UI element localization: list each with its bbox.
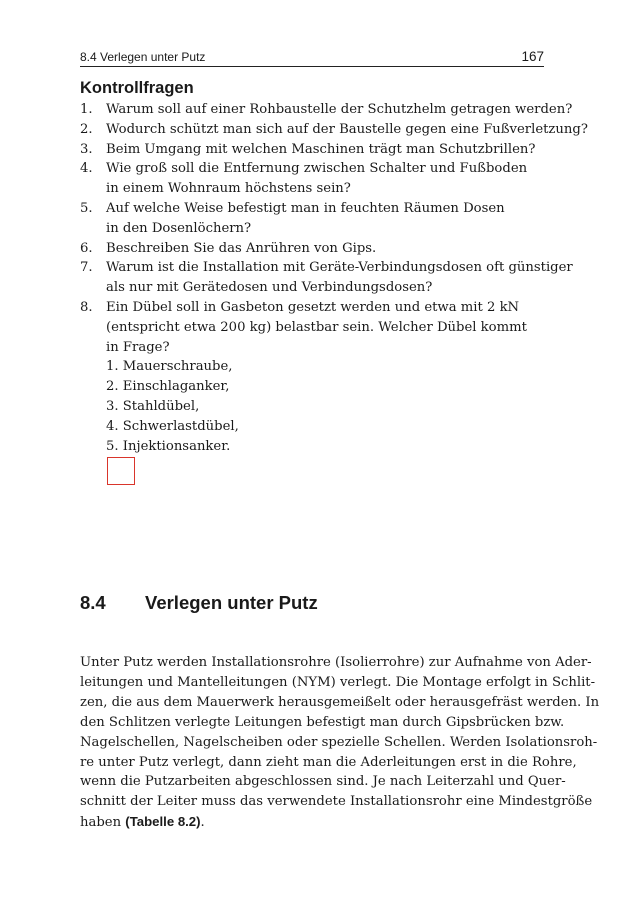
paragraph-line: den Schlitzen verlegte Leitungen befestigt man durch Gipsbrücken bzw. [80, 714, 565, 730]
question-number: 8. [80, 299, 93, 315]
paragraph-line: Nagelschellen, Nagelscheiben oder spezielle Schellen. Werden Isolationsroh- [80, 734, 598, 750]
question-number: 1. [80, 102, 93, 117]
answer-options [106, 357, 550, 456]
section-number: 8.4 [80, 592, 106, 613]
paragraph-last-punctuation: . [200, 815, 205, 831]
running-header [80, 50, 544, 67]
answer-option: 4. Schwerlastdübel, [106, 418, 239, 434]
paragraph-line: Unter Putz werden Installationsrohre (Isolierrohre) zur Aufnahme von Ader- [80, 655, 592, 670]
question-number: 6. [80, 240, 93, 256]
answer-box [107, 457, 135, 485]
header-chapter-title: 8.4 Verlegen unter Putz [80, 50, 206, 64]
table-reference: (Tabelle 8.2) [125, 814, 201, 830]
paragraph-last-text: haben [80, 815, 126, 831]
paragraph-line: zen, die aus dem Mauerwerk herausgemeißelt oder herausgefräst werden. In [80, 694, 600, 710]
question-item [80, 140, 550, 160]
question-text-line: in Frage? [106, 339, 170, 355]
paragraph-line: schnitt der Leiter muss das verwendete Installationsrohr eine Mindestgröße [80, 794, 593, 810]
question-text-line: Beschreiben Sie das Anrühren von Gips. [106, 240, 377, 256]
paragraph-line: leitungen und Mantelleitungen (NYM) verlegt. Die Montage erfolgt in Schlit- [80, 674, 596, 690]
question-text-line: Warum ist die Installation mit Geräte-Verbindungsdosen oft günstiger [106, 260, 573, 276]
question-text-line: Wodurch schützt man sich auf der Baustelle gegen eine Fußverletzung? [106, 121, 588, 137]
answer-option: 3. Stahldübel, [106, 398, 200, 414]
question-item [80, 199, 550, 239]
question-text-line: Ein Dübel soll in Gasbeton gesetzt werden und etwa mit 2 kN [106, 299, 520, 315]
question-item [80, 258, 573, 298]
paragraph-line: wenn die Putzarbeiten abgeschlossen sind. Je nach Leiterzahl und Quer- [80, 774, 566, 790]
question-text-line: als nur mit Gerätedosen und Verbindungsdosen? [106, 280, 433, 296]
question-text-line: Beim Umgang mit welchen Maschinen trägt man Schutzbrillen? [106, 141, 536, 157]
question-text-line: Auf welche Weise befestigt man in feuchten Räumen Dosen [106, 200, 505, 216]
question-item [80, 100, 573, 120]
paragraph-line: re unter Putz verlegt, dann zieht man die Aderleitungen erst in die Rohre, [80, 754, 577, 770]
question-text-line: Warum soll auf einer Rohbaustelle der Schutzhelm getragen werden? [106, 102, 573, 117]
question-number: 7. [80, 260, 93, 276]
paragraph-line [80, 812, 542, 833]
question-text-line: (entspricht etwa 200 kg) belastbar sein. Welcher Dübel kommt [106, 319, 527, 335]
answer-option: 1. Mauerschraube, [106, 359, 233, 375]
question-item [80, 159, 550, 199]
answer-option: 2. Einschlaganker, [106, 379, 230, 395]
question-number: 5. [80, 200, 93, 216]
review-questions-title: Kontrollfragen [80, 79, 194, 97]
question-item [80, 239, 550, 259]
answer-option: 5. Injektionsanker. [106, 438, 231, 454]
question-item [80, 298, 550, 456]
question-text-line: Wie groß soll die Entfernung zwischen Schalter und Fußboden [106, 161, 528, 177]
question-text-line: in den Dosenlöchern? [106, 220, 252, 236]
question-number: 2. [80, 121, 93, 137]
question-text-line: in einem Wohnraum höchstens sein? [106, 181, 351, 197]
section-title: Verlegen unter Putz [145, 592, 318, 613]
page-number: 167 [521, 49, 544, 64]
question-item [80, 120, 588, 140]
review-questions-list [80, 100, 588, 456]
section-paragraph [80, 653, 600, 833]
question-number: 4. [80, 161, 93, 177]
question-number: 3. [80, 141, 93, 157]
